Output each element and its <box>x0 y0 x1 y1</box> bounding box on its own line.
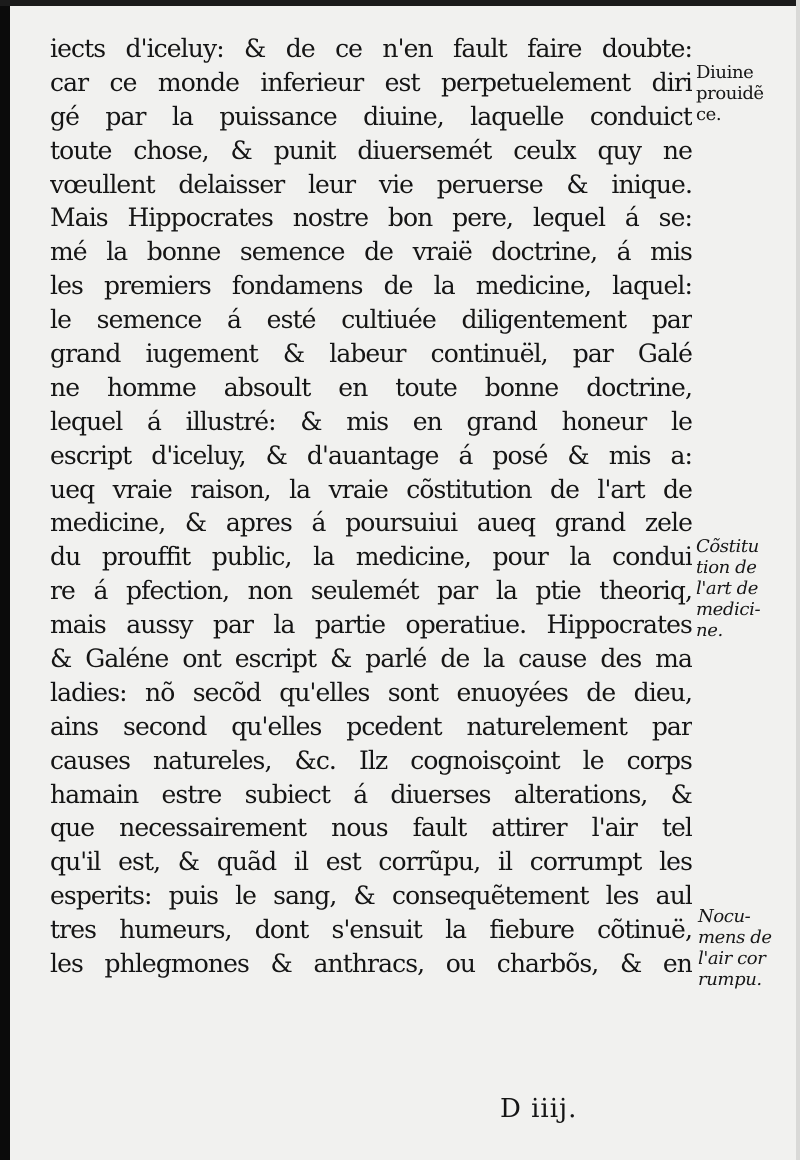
text-line: medicine, & apres á poursuiui aueq grand zele <box>50 508 692 538</box>
text-line: du prouffit public, la medicine, pour la condui <box>50 542 692 572</box>
margin-note-line: medici- <box>696 599 761 620</box>
text-line: vœullent delaisser leur vie peruerse & inique. <box>50 169 692 199</box>
margin-note-line: Nocu- <box>698 906 751 927</box>
text-line: mé la bonne semence de vraië doctrine, á mis <box>50 237 692 267</box>
margin-note-line: tion de <box>696 557 757 578</box>
text-line: qu'il est, & quãd il est corrũpu, il corrumpt les <box>50 847 692 877</box>
scan-edge-top <box>0 0 800 6</box>
margin-note-line: ne. <box>696 620 723 641</box>
text-line: esperits: puis le sang, & consequẽtement les aul <box>50 881 692 911</box>
text-line: iects d'iceluy: & de ce n'en fault faire doubte: <box>50 34 692 63</box>
text-line: gé par la puissance diuine, laquelle conduict <box>50 101 692 131</box>
margin-note-line: rumpu. <box>698 969 762 990</box>
text-line: que necessairement nous fault attirer l'air tel <box>50 813 692 843</box>
text-line: causes natureles, &c. Ilz cognoisçoint le corps <box>50 745 692 775</box>
text-line: les premiers fondamens de la medicine, laquel: <box>50 271 692 301</box>
text-line: ains second qu'elles pcedent naturelement par <box>50 711 692 741</box>
text-line: & Galéne ont escript & parlé de la cause des ma <box>50 644 692 674</box>
scan-edge-left <box>0 0 10 1160</box>
margin-note-constitution <box>696 536 796 641</box>
text-line: ne homme absoult en toute bonne doctrine, <box>50 372 692 402</box>
text-line: hamain estre subiect á diuerses alterations, & <box>50 779 692 809</box>
margin-note-line: Cõstitu <box>696 536 759 557</box>
text-line: les phlegmones & anthracs, ou charbõs, & en <box>50 949 692 979</box>
margin-note-divine-providence <box>696 62 796 125</box>
text-line: grand iugement & labeur continuël, par Galé <box>50 339 692 369</box>
margin-note-line: Diuine <box>696 62 754 83</box>
margin-note-line: mens de <box>698 927 772 948</box>
margin-note-line: prouidẽ <box>696 83 764 104</box>
text-line: le semence á esté cultiuée diligentement par <box>50 305 692 335</box>
body-text <box>50 32 692 981</box>
text-line: Mais Hippocrates nostre bon pere, lequel á se: <box>50 203 692 233</box>
margin-note-nocuments <box>698 906 798 990</box>
text-line: toute chose, & punit diuersemét ceulx quy ne <box>50 135 692 165</box>
text-line: tres humeurs, dont s'ensuit la fiebure cõtinuë, <box>50 915 692 945</box>
text-line: ueq vraie raison, la vraie cõstitution de l'art de <box>50 474 692 504</box>
margin-note-line: l'art de <box>696 578 758 599</box>
text-line: ladies: nõ secõd qu'elles sont enuoyées de dieu, <box>50 677 692 707</box>
text-line: re á pfection, non seulemét par la ptie theoriq, <box>50 576 692 606</box>
margin-note-line: l'air cor <box>698 948 766 969</box>
text-line: mais aussy par la partie operatiue. Hippocrates <box>50 610 692 640</box>
signature-mark: D iiij. <box>500 1094 578 1124</box>
text-line: car ce monde inferieur est perpetuelement diri <box>50 67 692 97</box>
text-line: lequel á illustré: & mis en grand honeur le <box>50 406 692 436</box>
text-line: escript d'iceluy, & d'auantage á posé & mis a: <box>50 440 692 470</box>
margin-note-line: ce. <box>696 104 722 125</box>
